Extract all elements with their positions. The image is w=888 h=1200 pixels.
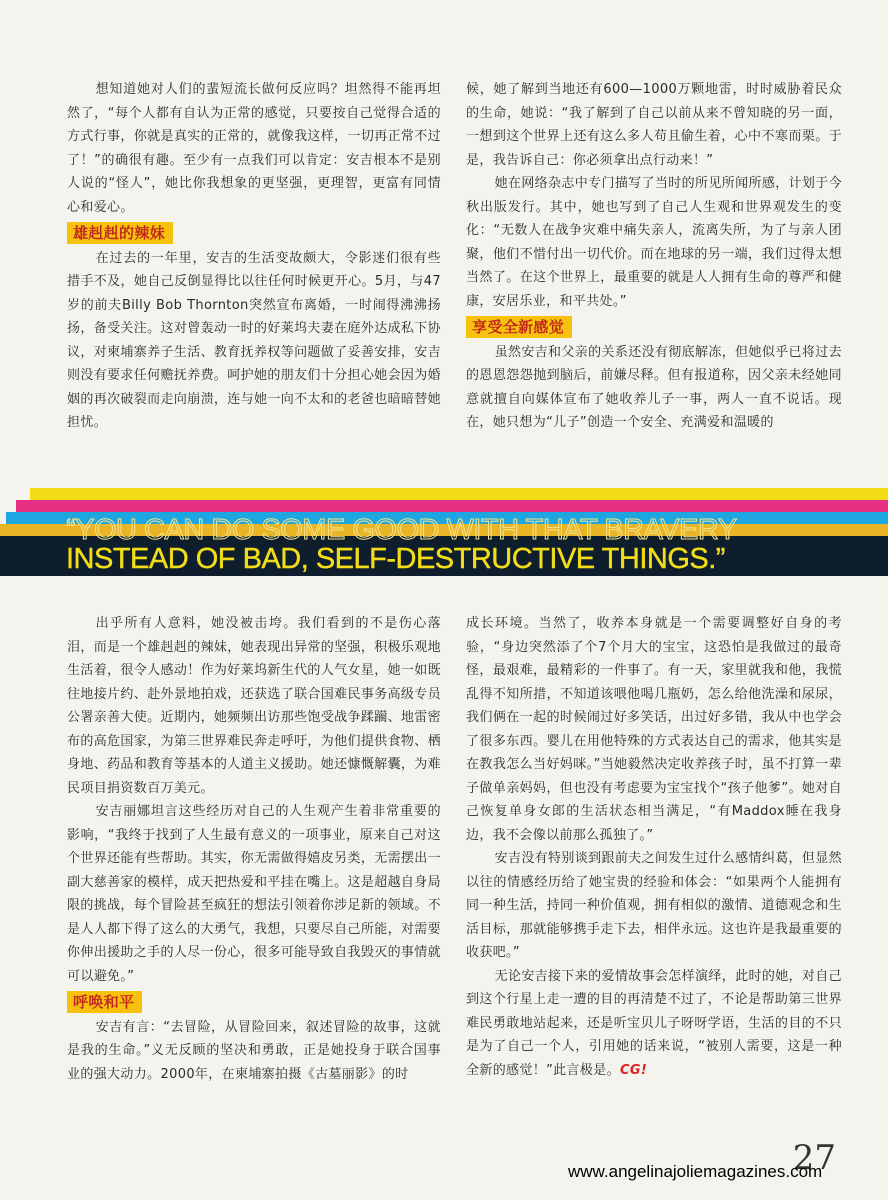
article-column-2: [466, 78, 842, 435]
banner-stripe: [16, 500, 888, 512]
pull-quote: [66, 516, 866, 574]
pull-quote-banner: [0, 488, 888, 580]
paragraph: 成长环境。当然了，收养本身就是一个需要调整好自身的考验，“身边突然添了个7个月大的宝宝，这恐怕是我做过的最奇怪，最艰难，最精彩的一件事了。有一天，家里就我和他，我慌乱得不知所措，不知道该喂他喝几瓶奶，怎么给他洗澡和尿尿，我们俩在一起的时候闹过好多笑话，出过好多错，我从中也学会了很多东西。婴儿在用他特殊的方式表达自己的需求，他其实是在教我怎么当好妈咪。”当她毅然决定收养孩子时，虽不打算一辈子做单亲妈妈，但也没有考虑要为宝宝找个“孩子他爹”。她对自己恢复单身女郎的生活状态相当满足，“有Maddox睡在我身边，我不会像以前那么孤独了。”: [466, 616, 842, 843]
paragraph: 虽然安吉和父亲的关系还没有彻底解冻，但她似乎已将过去的恩恩怨怨抛到脑后，前嫌尽释。但有报道称，因父亲未经她同意就擅自向媒体宣布了她收养儿子一事，两人一直不说话。现在，她只想为“儿子”创造一个安全、充满爱和温暖的: [466, 344, 842, 430]
banner-stripe: [30, 488, 888, 500]
paragraph: [466, 965, 842, 1083]
pull-quote-line-1: “YOU CAN DO SOME GOOD WITH THAT BRAVERY: [66, 514, 737, 546]
paragraph: 想知道她对人们的蜚短流长做何反应吗？坦然得不能再坦然了，“每个人都有自认为正常的感觉，只要按自己觉得合适的方式行事，你就是真实的正常的，就像我这样，一切再正常不过了！”的确很有趣。至少有一点我们可以肯定：安吉根本不是别人说的“怪人”，她比你我想象的更坚强，更理智，更富有同情心和爱心。: [67, 82, 441, 215]
paragraph: 在过去的一年里，安吉的生活变故颇大，令影迷们很有些措手不及，她自己反倒显得比以往任何时候更开心。5月，与47岁的前夫Billy Bob Thornton突然宣布离婚，一时闹得沸沸扬扬，备受关注。这对曾轰动一时的好莱坞夫妻在庭外达成私下协议，对柬埔寨养子生活、教育抚养权等问题做了妥善安排，安吉则没有要求任何赡抚养费。呵护她的朋友们十分担心她会因为婚姻的再次破裂而走向崩溃，连与她一向不太和的老爸也暗暗替她担忧。: [67, 250, 441, 430]
website-watermark: www.angelinajoliemagazines.com: [568, 1162, 823, 1181]
end-mark-logo: CG!: [619, 1062, 648, 1078]
article-column-1: [67, 78, 441, 435]
paragraph: 候，她了解到当地还有600—1000万颗地雷，时时威胁着民众的生命，她说：“我了解到了自己以前从来不曾知晓的另一面，一想到这个世界上还有这么多人苟且偷生着，心中不寒而栗。于是，我告诉自己：你必须拿出点行动来！”: [466, 82, 842, 168]
paragraph: 她在网络杂志中专门描写了当时的所见所闻所感，计划于今秋出版发行。其中，她也写到了自己人生观和世界观发生的变化：“无数人在战争灾难中痛失亲人，流离失所，为了与亲人团聚，他们不惜付出一切代价。而在地球的另一端，我们过得太想当然了。在这个世界上，最重要的就是人人拥有生命的尊严和健康，安居乐业，和平共处。”: [466, 176, 842, 309]
pull-quote-line-2: INSTEAD OF BAD, SELF-DESTRUCTIVE THINGS.”: [66, 543, 725, 575]
paragraph: 安吉没有特别谈到跟前夫之间发生过什么感情纠葛，但显然以往的情感经历给了她宝贵的经验和体会：“如果两个人能拥有同一种生活，持同一种价值观，拥有相似的激情、道德观念和生活目标，那就能够携手走下去，相伴永远。这也许是我最重要的收获吧。”: [466, 851, 842, 960]
section-heading: 享受全新感觉: [466, 316, 572, 338]
page-number: 27: [792, 1138, 836, 1178]
paragraph: 安吉有言：“去冒险，从冒险回来，叙述冒险的故事，这就是我的生命。”义无反顾的坚决和勇敢，正是她投身于联合国事业的强大动力。2000年，在柬埔寨拍摄《古墓丽影》的时: [67, 1019, 441, 1082]
paragraph: 安吉丽娜坦言这些经历对自己的人生观产生着非常重要的影响，“我终于找到了人生最有意义的一项事业，原来自己对这个世界还能有些帮助。其实，你无需做得嬉皮另类，无需摆出一副大慈善家的模样，成天把热爱和平挂在嘴上。这是超越自身局限的挑战，每个冒险甚至疯狂的想法引领着你涉足新的领域。不是人人都下得了这么的大勇气，我想，只要尽自己所能，对需要你伸出援助之手的人尽一份心，很多可能导致自我毁灭的事情就可以避免。”: [67, 804, 441, 984]
section-heading: 呼唤和平: [67, 991, 142, 1013]
section-heading: 雄赳赳的辣妹: [67, 222, 173, 244]
article-column-4: [466, 612, 842, 1082]
article-column-3: [67, 612, 441, 1086]
paragraph: 出乎所有人意料，她没被击垮。我们看到的不是伤心落泪，而是一个雄赳赳的辣妹，她表现出异常的坚强，积极乐观地生活着，很令人感动！作为好莱坞新生代的人气女星，她一如既往地接片约、赴外景地拍戏，还获选了联合国难民事务高级专员公署亲善大使。近期内，她频频出访那些饱受战争蹂躏、地雷密布的高危国家，为第三世界难民奔走呼吁，为他们提供食物、栖身地、药品和教育等基本的人道主义援助。她还慷慨解囊，为难民项目捐资数百万美元。: [67, 616, 441, 796]
paragraph-text: 无论安吉接下来的爱情故事会怎样演绎，此时的她，对自己到这个行星上走一遭的目的再清楚不过了，不论是帮助第三世界难民勇敢地站起来，还是听宝贝儿子呀呀学语，生活的目的不只是为了自己一个人，引用她的话来说，“被别人需要，这是一种全新的感觉！”此言极是。: [466, 968, 842, 1078]
